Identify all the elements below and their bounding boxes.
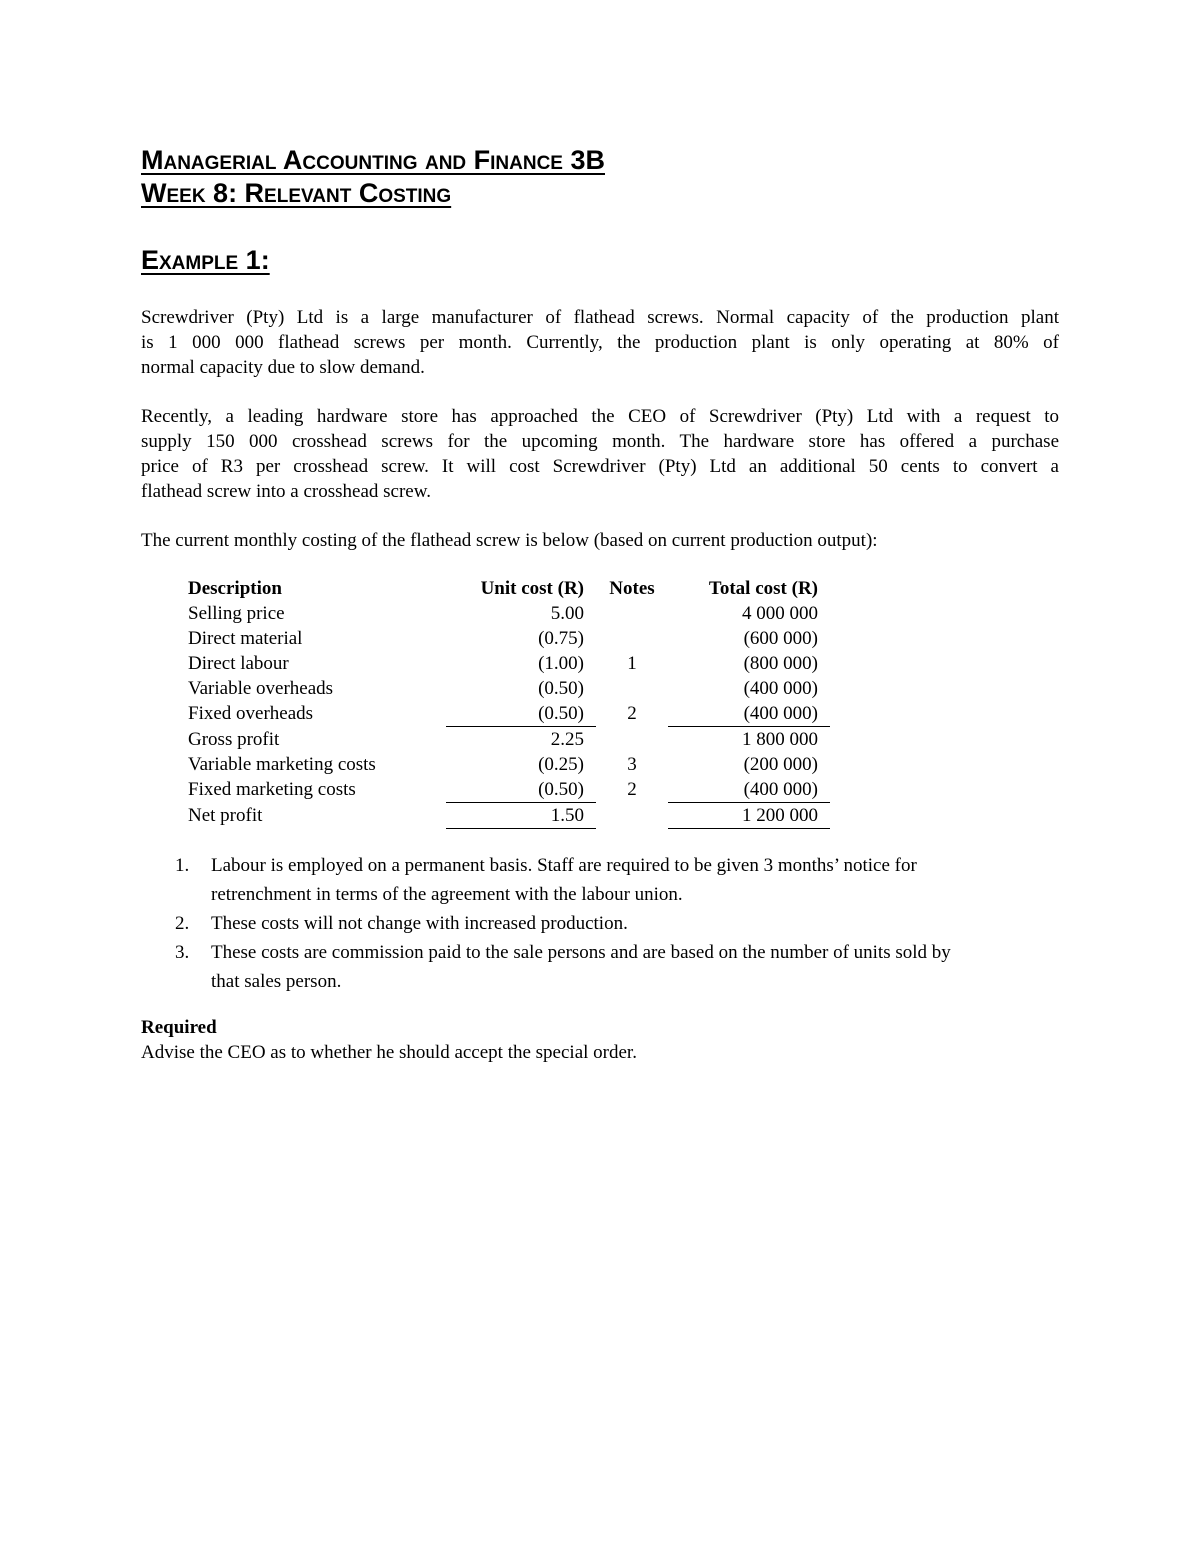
required-instruction: Advise the CEO as to whether he should accept the special order. xyxy=(141,1042,637,1063)
table-row xyxy=(188,752,830,777)
table-row xyxy=(188,626,830,651)
row-description: Net profit xyxy=(188,805,263,826)
row-total-cost: (400 000) xyxy=(743,678,818,699)
list-item xyxy=(141,851,1059,909)
text-line: price of R3 per crosshead screw. It will cost Screwdriver (Pty) Ltd an additional 50 cents to convert a xyxy=(141,456,1059,477)
table-row xyxy=(188,727,830,753)
row-total-cost: 1 800 000 xyxy=(742,729,818,750)
table-header-row xyxy=(188,576,830,601)
example-heading: Example 1: xyxy=(141,245,270,275)
header-description: Description xyxy=(188,578,282,599)
row-description: Fixed overheads xyxy=(188,703,314,725)
row-note: 3 xyxy=(627,754,637,775)
row-total-cost: (400 000) xyxy=(668,701,830,727)
row-note xyxy=(596,727,668,753)
text-line: supply 150 000 crosshead screws for the upcoming month. The hardware store has offered a purchase xyxy=(141,431,1059,452)
table-row xyxy=(188,601,830,626)
note-number: 1. xyxy=(175,855,190,876)
table-row xyxy=(188,777,830,803)
row-total-cost: 1 200 000 xyxy=(668,803,830,829)
row-unit-cost: (0.25) xyxy=(538,754,584,775)
header-unit-cost: Unit cost (R) xyxy=(480,578,584,599)
paragraph-company-intro xyxy=(141,305,1059,380)
row-unit-cost: 5.00 xyxy=(550,603,584,624)
list-item xyxy=(141,909,1059,938)
note-text: These costs will not change with increased production. xyxy=(211,913,628,934)
note-number: 3. xyxy=(175,942,190,963)
paragraph-special-order xyxy=(141,404,1059,504)
course-title: Managerial Accounting and Finance 3B xyxy=(141,145,605,175)
note-text: that sales person. xyxy=(211,971,342,992)
row-description: Selling price xyxy=(188,603,285,624)
header-notes: Notes xyxy=(609,578,655,599)
paragraph-costing-intro xyxy=(141,528,1059,553)
row-note xyxy=(596,626,668,651)
row-unit-cost: (0.50) xyxy=(446,777,596,803)
row-unit-cost: (1.00) xyxy=(538,653,584,674)
row-unit-cost: (0.50) xyxy=(446,701,596,727)
note-text: retrenchment in terms of the agreement with the labour union. xyxy=(211,884,683,905)
table-row xyxy=(188,676,830,701)
notes-list xyxy=(141,851,1059,996)
text-line: is 1 000 000 flathead screws per month. Currently, the production plant is only operating at 80% of xyxy=(141,332,1059,353)
header-total-cost: Total cost (R) xyxy=(708,578,818,599)
row-note: 2 xyxy=(627,779,637,801)
row-total-cost: (600 000) xyxy=(743,628,818,649)
row-note: 1 xyxy=(627,653,637,674)
note-number: 2. xyxy=(175,913,190,934)
table-row xyxy=(188,701,830,727)
note-text: Labour is employed on a permanent basis. Staff are required to be given 3 months’ notice for xyxy=(211,855,917,876)
row-note xyxy=(596,803,668,829)
row-unit-cost: (0.50) xyxy=(538,678,584,699)
row-unit-cost: (0.75) xyxy=(538,628,584,649)
row-note xyxy=(596,601,668,626)
row-total-cost: (400 000) xyxy=(668,777,830,803)
table-row xyxy=(188,651,830,676)
row-description: Variable marketing costs xyxy=(188,754,376,775)
row-description: Gross profit xyxy=(188,728,280,750)
row-description: Variable overheads xyxy=(188,678,334,699)
table-row xyxy=(188,803,830,829)
note-text: These costs are commission paid to the sale persons and are based on the number of units sold by xyxy=(211,942,951,963)
row-note: 2 xyxy=(627,703,637,725)
row-total-cost: (800 000) xyxy=(743,653,818,674)
required-heading: Required xyxy=(141,1017,217,1038)
row-description: Fixed marketing costs xyxy=(188,779,356,801)
text-line: Screwdriver (Pty) Ltd is a large manufacturer of flathead screws. Normal capacity of the production plant xyxy=(141,307,1059,328)
row-description: Direct labour xyxy=(188,653,289,674)
list-item xyxy=(141,938,1059,996)
text-line: flathead screw into a crosshead screw. xyxy=(141,481,431,502)
row-description: Direct material xyxy=(188,628,303,649)
text-line: normal capacity due to slow demand. xyxy=(141,357,425,378)
row-total-cost: (200 000) xyxy=(743,754,818,775)
text-line: The current monthly costing of the flathead screw is below (based on current production output): xyxy=(141,530,878,551)
row-note xyxy=(596,676,668,701)
text-line: Recently, a leading hardware store has approached the CEO of Screwdriver (Pty) Ltd with a request to xyxy=(141,406,1059,427)
row-unit-cost: 1.50 xyxy=(446,803,596,829)
row-unit-cost: 2.25 xyxy=(550,729,584,750)
week-title: Week 8: Relevant Costing xyxy=(141,178,452,208)
row-total-cost: 4 000 000 xyxy=(742,603,818,624)
costing-table xyxy=(188,576,830,829)
